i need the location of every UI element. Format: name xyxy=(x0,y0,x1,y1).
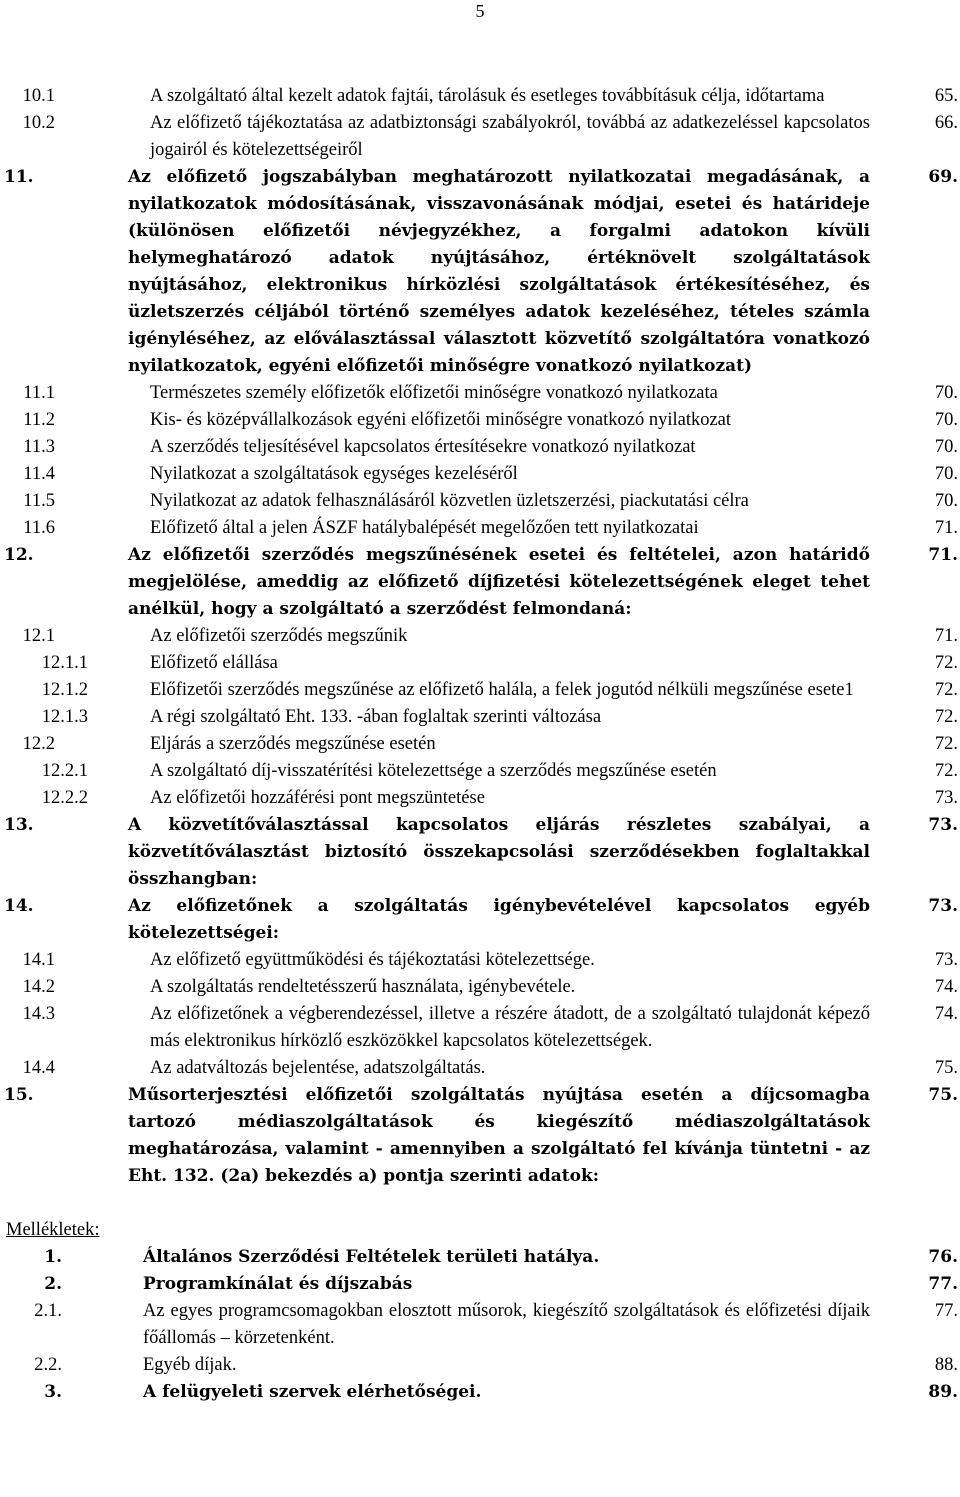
entry-page: 70. xyxy=(934,491,958,511)
toc-entry xyxy=(0,407,960,434)
toc-entry xyxy=(0,1298,960,1352)
entry-title: Az előfizetőnek a végberendezéssel, illetve a részére átadott, de a szolgáltató tulajdonát képező más elektronikus hírközlő eszközökkel kapcsolatos kötelezettségek. xyxy=(150,1004,870,1051)
toc-entry xyxy=(0,1379,960,1406)
entry-page: 73. xyxy=(928,896,958,916)
entry-title: Általános Szerződési Feltételek területi hatálya. xyxy=(143,1247,600,1267)
entry-title: Az adatváltozás bejelentése, adatszolgáltatás. xyxy=(150,1058,486,1078)
toc-entry xyxy=(0,542,960,623)
toc-entry xyxy=(0,785,960,812)
entry-number: 11.4 xyxy=(23,464,55,484)
entry-page: 69. xyxy=(928,167,958,187)
toc-entry xyxy=(0,1082,960,1190)
entry-page: 73. xyxy=(934,788,958,808)
entry-number: 12.1.3 xyxy=(41,707,88,727)
toc-entry xyxy=(0,164,960,380)
entry-page: 77. xyxy=(934,1301,958,1321)
entry-number: 12.2.2 xyxy=(41,788,88,808)
entry-title: A közvetítőválasztással kapcsolatos eljárás részletes szabályai, a közvetítőválasztást biztosító összekapcsolási szerződésekben foglaltakkal összhangban: xyxy=(128,815,870,889)
entry-page: 73. xyxy=(934,950,958,970)
entry-page: 70. xyxy=(934,464,958,484)
entry-title: A régi szolgáltató Eht. 133. -ában foglaltak szerinti változása xyxy=(150,707,602,727)
entry-number: 14.3 xyxy=(22,1004,55,1024)
entry-title: Az előfizetői hozzáférési pont megszüntetése xyxy=(150,788,485,808)
entry-title: Műsorterjesztési előfizetői szolgáltatás nyújtása esetén a díjcsomagba tartozó médiaszolgáltatások és kiegészítő médiaszolgáltatások meghatározása, valamint - amennyiben a szolgáltató fel kívánja tüntetni - az Eht. 132. (2a) bekezdés a) pontja szerinti adatok: xyxy=(128,1085,870,1186)
entry-title: Előfizető által a jelen ÁSZF hatálybalépését megelőzően tett nyilatkozatai xyxy=(150,518,699,538)
entry-number: 12.2 xyxy=(22,734,55,754)
entry-page: 71. xyxy=(934,518,958,538)
entry-number: 11.5 xyxy=(23,491,55,511)
entry-number: 12.1 xyxy=(22,626,55,646)
entry-number: 11. xyxy=(4,167,34,187)
entry-number: 13. xyxy=(4,815,34,835)
toc-entry xyxy=(0,893,960,947)
toc-entry xyxy=(0,650,960,677)
entry-page: 71. xyxy=(934,626,958,646)
toc-entry xyxy=(0,974,960,1001)
toc-entry xyxy=(0,1055,960,1082)
entry-title: A szolgáltató díj-visszatérítési kötelezettsége a szerződés megszűnése esetén xyxy=(150,761,717,781)
toc-entry xyxy=(0,623,960,650)
entry-title: Előfizetői szerződés megszűnése az előfizető halála, a felek jogutód nélküli megszűnése esete1 xyxy=(150,680,854,700)
entry-page: 72. xyxy=(934,734,958,754)
entry-title: Eljárás a szerződés megszűnése esetén xyxy=(150,734,436,754)
entry-page: 66. xyxy=(934,113,958,133)
entry-number: 11.2 xyxy=(23,410,55,430)
entry-title: Programkínálat és díjszabás xyxy=(143,1274,413,1294)
entry-title: A felügyeleti szervek elérhetőségei. xyxy=(143,1382,482,1402)
entry-page: 70. xyxy=(934,383,958,403)
entry-number: 2.1. xyxy=(34,1301,62,1321)
entry-title: A szolgáltatás rendeltetésszerű használata, igénybevétele. xyxy=(150,977,576,997)
entry-number: 14.1 xyxy=(22,950,55,970)
entry-number: 2.2. xyxy=(34,1355,62,1375)
entry-title: Nyilatkozat az adatok felhasználásáról közvetlen üzletszerzési, piackutatási célra xyxy=(150,491,749,511)
table-of-contents xyxy=(0,83,960,1406)
toc-entry xyxy=(0,1271,960,1298)
toc-entry xyxy=(0,461,960,488)
entry-title: Természetes személy előfizetők előfizetői minőségre vonatkozó nyilatkozata xyxy=(150,383,718,403)
entry-page: 70. xyxy=(934,410,958,430)
toc-entry xyxy=(0,488,960,515)
entry-page: 72. xyxy=(934,707,958,727)
toc-entry xyxy=(0,812,960,893)
entry-page: 65. xyxy=(934,86,958,106)
toc-entry xyxy=(0,947,960,974)
toc-entry xyxy=(0,1001,960,1055)
entry-page: 71. xyxy=(928,545,958,565)
toc-entry xyxy=(0,110,960,164)
toc-entries xyxy=(0,83,960,1190)
entry-number: 12. xyxy=(4,545,34,565)
entry-number: 2. xyxy=(44,1274,62,1294)
entry-number: 15. xyxy=(4,1085,34,1105)
entry-page: 77. xyxy=(928,1274,958,1294)
entry-number: 12.2.1 xyxy=(41,761,88,781)
entry-title: A szerződés teljesítésével kapcsolatos értesítésekre vonatkozó nyilatkozat xyxy=(150,437,696,457)
toc-entry xyxy=(0,515,960,542)
entry-title: Az előfizető együttműködési és tájékoztatási kötelezettsége. xyxy=(150,950,595,970)
entry-number: 11.1 xyxy=(23,383,55,403)
entry-number: 11.6 xyxy=(23,518,55,538)
page-number: 5 xyxy=(475,1,485,21)
entry-page: 70. xyxy=(934,437,958,457)
entry-number: 3. xyxy=(44,1382,62,1402)
entry-page: 88. xyxy=(934,1355,958,1375)
entry-number: 14.2 xyxy=(22,977,55,997)
annex-entries xyxy=(0,1244,960,1406)
entry-number: 11.3 xyxy=(23,437,55,457)
entry-title: Előfizető elállása xyxy=(150,653,278,673)
entry-page: 89. xyxy=(928,1382,958,1402)
toc-entry xyxy=(0,434,960,461)
entry-title: Nyilatkozat a szolgáltatások egységes kezeléséről xyxy=(150,464,518,484)
toc-entry xyxy=(0,758,960,785)
toc-entry xyxy=(0,704,960,731)
entry-number: 10.2 xyxy=(22,113,55,133)
entry-page: 72. xyxy=(934,680,958,700)
toc-entry xyxy=(0,1352,960,1379)
toc-entry xyxy=(0,1244,960,1271)
entry-title: Kis- és középvállalkozások egyéni előfizetői minőségre vonatkozó nyilatkozat xyxy=(150,410,732,430)
entry-page: 72. xyxy=(934,653,958,673)
entry-number: 1. xyxy=(44,1247,62,1267)
entry-page: 74. xyxy=(934,977,958,997)
entry-title: Egyéb díjak. xyxy=(143,1355,237,1375)
annex-heading: Mellékletek: xyxy=(6,1220,100,1240)
entry-title: Az egyes programcsomagokban elosztott műsorok, kiegészítő szolgáltatások és előfizetési díjaik főállomás – körzetenként. xyxy=(143,1301,870,1348)
entry-number: 12.1.2 xyxy=(41,680,88,700)
entry-number: 14.4 xyxy=(22,1058,55,1078)
toc-entry xyxy=(0,731,960,758)
entry-title: Az előfizető jogszabályban meghatározott nyilatkozatai megadásának, a nyilatkozatok módosításának, visszavonásának módjai, esetei és határideje (különösen előfizetői névjegyzékhez, a forgalmi adatokon kívüli helymeghatározó adatok nyújtásához, értéknövelt szolgáltatások nyújtásához, elektronikus hírközlési szolgáltatások értékesítéséhez, és üzletszerzés céljából történő személyes adatok kezeléséhez, tételes számla igényléséhez, az előválasztással választott közvetítő szolgáltatóra vonatkozó nyilatkozatok, egyéni előfizetői minőségre vonatkozó nyilatkozat) xyxy=(128,167,870,376)
entry-page: 75. xyxy=(934,1058,958,1078)
toc-entry xyxy=(0,380,960,407)
entry-title: Az előfizető tájékoztatása az adatbiztonsági szabályokról, továbbá az adatkezeléssel kapcsolatos jogairól és kötelezettségeiről xyxy=(150,113,870,160)
toc-entry xyxy=(0,677,960,704)
entry-page: 73. xyxy=(928,815,958,835)
entry-page: 76. xyxy=(928,1247,958,1267)
entry-number: 14. xyxy=(4,896,34,916)
entry-page: 75. xyxy=(928,1085,958,1105)
entry-title: A szolgáltató által kezelt adatok fajtái, tárolásuk és esetleges továbbításuk célja, időtartama xyxy=(150,86,825,106)
entry-title: Az előfizetői szerződés megszűnik xyxy=(150,626,408,646)
entry-number: 10.1 xyxy=(22,86,55,106)
toc-entry xyxy=(0,83,960,110)
entry-title: Az előfizetőnek a szolgáltatás igénybevételével kapcsolatos egyéb kötelezettségei: xyxy=(128,896,870,943)
entry-page: 74. xyxy=(934,1004,958,1024)
entry-title: Az előfizetői szerződés megszűnésének esetei és feltételei, azon határidő megjelölése, ameddig az előfizető díjfizetési kötelezettségének eleget tehet anélkül, hogy a szolgáltató a szerződést felmondaná: xyxy=(128,545,870,619)
entry-number: 12.1.1 xyxy=(41,653,88,673)
entry-page: 72. xyxy=(934,761,958,781)
